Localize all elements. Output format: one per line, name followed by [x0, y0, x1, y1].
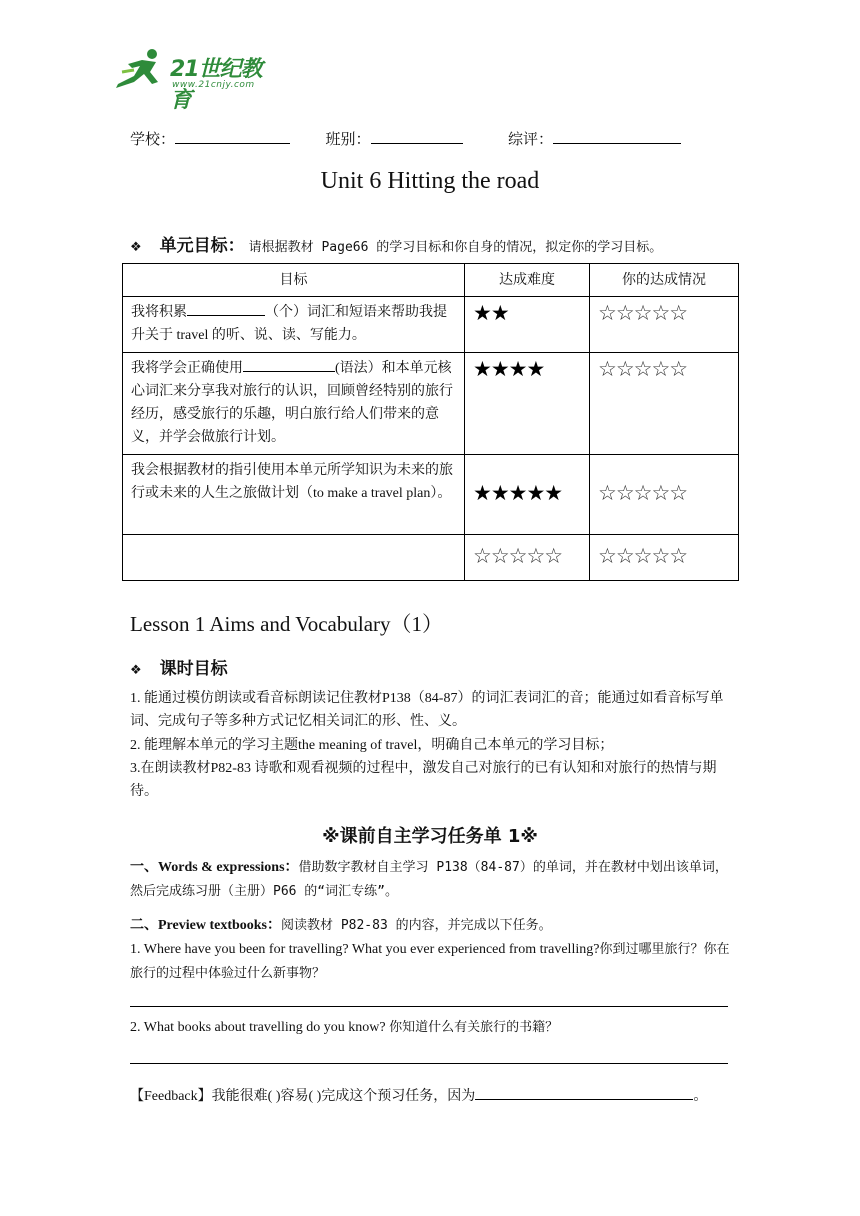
question-1 [130, 938, 738, 986]
status-cell[interactable] [590, 297, 739, 353]
difficulty-stars: ★★★★ [473, 357, 545, 381]
task1-paragraph [130, 856, 738, 904]
page-title: Unit 6 Hitting the road [320, 168, 540, 194]
task2-text: 阅读教材 P82-83 的内容，并完成以下任务。 [281, 918, 552, 933]
goal-cell [123, 455, 465, 535]
school-label: 学校： [130, 132, 176, 148]
question-1-zh: 你到过哪里旅行？你在旅行的过程中体验过什么新事物？ [130, 942, 730, 981]
goals-table [122, 263, 739, 581]
feedback-line [130, 1085, 742, 1109]
goal-text: (语法）和本单元核心词汇来分享我对旅行的认识，回顾曾经特别的旅行经历，感受旅行的乐趣，明白旅行给人们带来的意义，并学会做旅行计划。 [131, 361, 453, 445]
lesson-goal-1: 1. 能通过模仿朗读或看音标朗读记住教材P138（84-87）的词汇表词汇的音；能通过如看音标写单词、完成句子等多种方式记忆相关词汇的形、性、义。 [130, 691, 724, 729]
difficulty-cell[interactable] [465, 535, 590, 581]
question-1-en: 1. Where have you been for travelling? What you ever experienced from travelling? [130, 942, 600, 957]
logo-name: 21世纪教育 [170, 57, 262, 113]
unit-goal-desc: 请根据教材 Page66 的学习目标和你自身的情况，拟定你的学习目标。 [248, 240, 663, 255]
goal-cell[interactable] [123, 535, 465, 581]
lesson-goal-heading-row [130, 654, 228, 679]
table-header-row [123, 264, 739, 297]
goal-blank[interactable] [243, 359, 335, 372]
header-goal: 目标 [123, 264, 465, 297]
goal-text: （个）词汇和短语来帮助我提升关于 travel 的听、说、读、写能力。 [131, 305, 447, 343]
feedback-end: 。 [693, 1089, 708, 1104]
review-blank[interactable] [553, 131, 681, 144]
diamond-bullet-icon: ❖ [130, 663, 142, 678]
diamond-bullet-icon: ❖ [130, 240, 142, 255]
goal-cell [123, 353, 465, 455]
class-label: 班别： [325, 132, 371, 148]
difficulty-cell [465, 353, 590, 455]
header-difficulty: 达成难度 [465, 264, 590, 297]
lesson-goal-3: 3.在朗读教材P82-83 诗歌和观看视频的过程中，激发自己对旅行的已有认知和对旅行的热情与期待。 [130, 761, 717, 799]
task-sheet-heading: ※课前自主学习任务单 1※ [322, 826, 538, 847]
status-stars[interactable]: ☆☆☆☆☆ [598, 481, 688, 505]
task2-label: 二、Preview textbooks： [130, 918, 281, 933]
task1-text: 借助数字教材自主学习 P138（84-87）的单词，并在教材中划出该单词，然后完成练习册（主册）P66 的“词汇专练”。 [130, 860, 728, 899]
lesson-goal-2: 2. 能理解本单元的学习主题the meaning of travel，明确自己本单元的学习目标； [130, 738, 614, 753]
lesson-title: Lesson 1 Aims and Vocabulary（1） [130, 612, 444, 636]
school-blank[interactable] [175, 131, 290, 144]
status-stars[interactable]: ☆☆☆☆☆ [598, 544, 688, 568]
status-stars[interactable]: ☆☆☆☆☆ [598, 301, 688, 325]
status-cell[interactable] [590, 455, 739, 535]
table-row [123, 297, 739, 353]
lesson-goal-heading: 课时目标 [159, 659, 228, 679]
goal-blank[interactable] [187, 303, 265, 316]
goal-text: 我将积累 [131, 305, 187, 320]
unit-goal-line [130, 231, 770, 256]
student-info-row [130, 128, 750, 149]
question-2-en: 2. What books about travelling do you know? [130, 1020, 386, 1035]
table-row [123, 455, 739, 535]
task2-paragraph [130, 914, 738, 938]
site-logo [112, 48, 282, 113]
goal-text: 我将学会正确使用 [131, 361, 243, 376]
difficulty-stars[interactable]: ☆☆☆☆☆ [473, 544, 563, 568]
difficulty-stars: ★★ [473, 301, 509, 325]
feedback-blank[interactable] [475, 1087, 693, 1100]
answer-line-2[interactable] [130, 1063, 728, 1064]
unit-goal-heading: 单元目标： [159, 236, 245, 256]
answer-line-1[interactable] [130, 1006, 728, 1007]
difficulty-cell [465, 455, 590, 535]
difficulty-cell [465, 297, 590, 353]
table-row [123, 535, 739, 581]
header-status: 你的达成情况 [590, 264, 739, 297]
status-cell[interactable] [590, 535, 739, 581]
question-2 [130, 1016, 738, 1040]
logo-url: www.21cnjy.com [172, 80, 255, 90]
feedback-label: 【Feedback】 [130, 1089, 212, 1104]
feedback-text: 我能很难( )容易( )完成这个预习任务，因为 [211, 1089, 476, 1104]
goal-cell [123, 297, 465, 353]
difficulty-stars: ★★★★★ [473, 481, 563, 505]
review-label: 综评： [508, 132, 554, 148]
question-2-zh: 你知道什么有关旅行的书籍？ [389, 1020, 559, 1035]
table-row [123, 353, 739, 455]
status-cell[interactable] [590, 353, 739, 455]
runner-logo-icon [112, 48, 168, 92]
status-stars[interactable]: ☆☆☆☆☆ [598, 357, 688, 381]
goal-text: 我会根据教材的指引使用本单元所学知识为未来的旅行或未来的人生之旅做计划（to make a travel plan）。 [131, 463, 453, 501]
class-blank[interactable] [371, 131, 463, 144]
task1-label: 一、Words & expressions： [130, 860, 299, 875]
